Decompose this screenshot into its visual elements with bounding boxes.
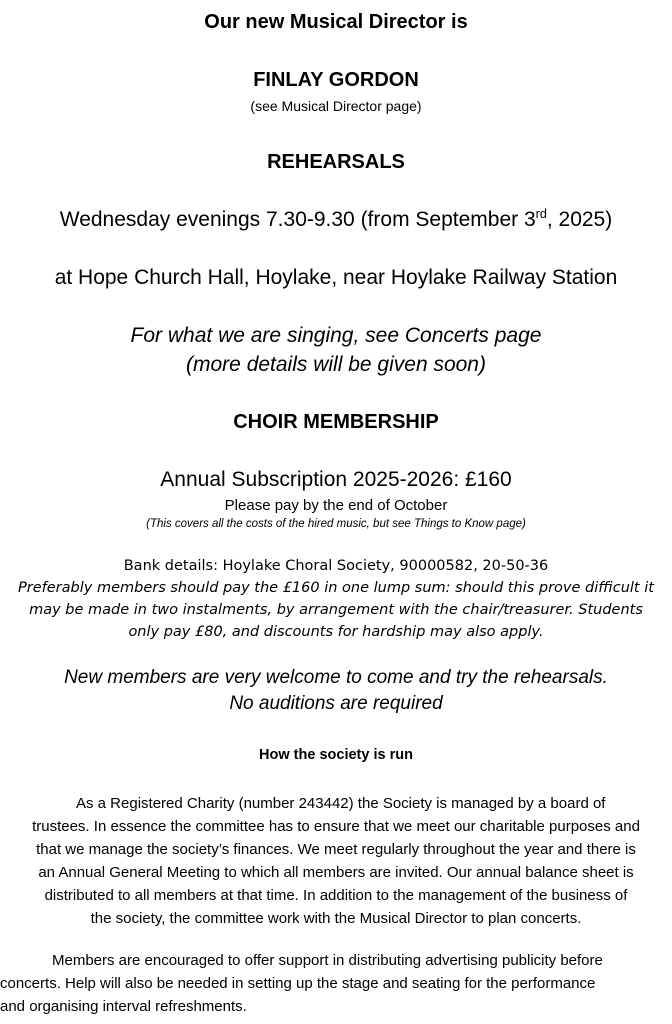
covers-note: (This covers all the costs of the hired music, but see Things to Know page)	[146, 518, 526, 530]
bank-details: Bank details: Hoylake Choral Society, 90000582, 20-50-36	[123, 558, 549, 574]
rehearsal-time	[0, 207, 672, 232]
subscription-line: Annual Subscription 2025-2026: £160	[160, 468, 512, 491]
announcement-heading: Our new Musical Director is	[204, 11, 468, 33]
governance-heading: How the society is run	[259, 747, 413, 763]
membership-heading: CHOIR MEMBERSHIP	[233, 411, 439, 433]
governance-p2-line-2: concerts. Help will also be needed in setting up the stage and seating for the performance	[0, 975, 596, 992]
governance-p1-line-4: an Annual General Meeting to which all members are invited. Our annual balance sheet is	[38, 864, 634, 881]
rehearsals-heading: REHEARSALS	[267, 151, 405, 173]
director-name: FINLAY GORDON	[253, 69, 419, 91]
preference-line-1: Preferably members should pay the £160 in one lump sum: should this prove difficult it	[18, 580, 654, 596]
governance-p1-line-5: distributed to all members at that time. In addition to the management of the business of	[44, 887, 628, 904]
welcome-line-2: No auditions are required	[229, 693, 443, 714]
welcome-line-1: New members are very welcome to come and try the rehearsals.	[64, 667, 608, 688]
rehearsal-time-year: , 2025)	[546, 208, 613, 231]
governance-p2-line-3: and organising interval refreshments.	[0, 998, 247, 1015]
singing-note-line-2: (more details will be given soon)	[186, 353, 486, 376]
singing-note-line-1: For what we are singing, see Concerts page	[130, 324, 542, 347]
preference-line-2: may be made in two instalments, by arrangement with the chair/treasurer. Students	[29, 602, 643, 618]
preference-line-3: only pay £80, and discounts for hardship may also apply.	[128, 624, 544, 640]
rehearsal-time-main: Wednesday evenings 7.30-9.30 (from September 3	[59, 208, 536, 231]
governance-p1-line-2: trustees. In essence the committee has to ensure that we meet our charitable purposes and	[32, 818, 640, 835]
pay-by-line: Please pay by the end of October	[224, 497, 448, 514]
governance-p1-line-3: that we manage the society’s finances. We meet regularly throughout the year and there is	[36, 841, 636, 858]
governance-p1-line-6: the society, the committee work with the Musical Director to plan concerts.	[90, 910, 582, 927]
rehearsal-time-ordinal: rd	[535, 207, 547, 221]
governance-p1-line-1: As a Registered Charity (number 243442) the Society is managed by a board of	[76, 795, 606, 812]
governance-p2-line-1: Members are encouraged to offer support in distributing advertising publicity before	[52, 952, 603, 969]
director-note: (see Musical Director page)	[250, 98, 422, 114]
rehearsal-location: at Hope Church Hall, Hoylake, near Hoylake Railway Station	[54, 266, 618, 289]
